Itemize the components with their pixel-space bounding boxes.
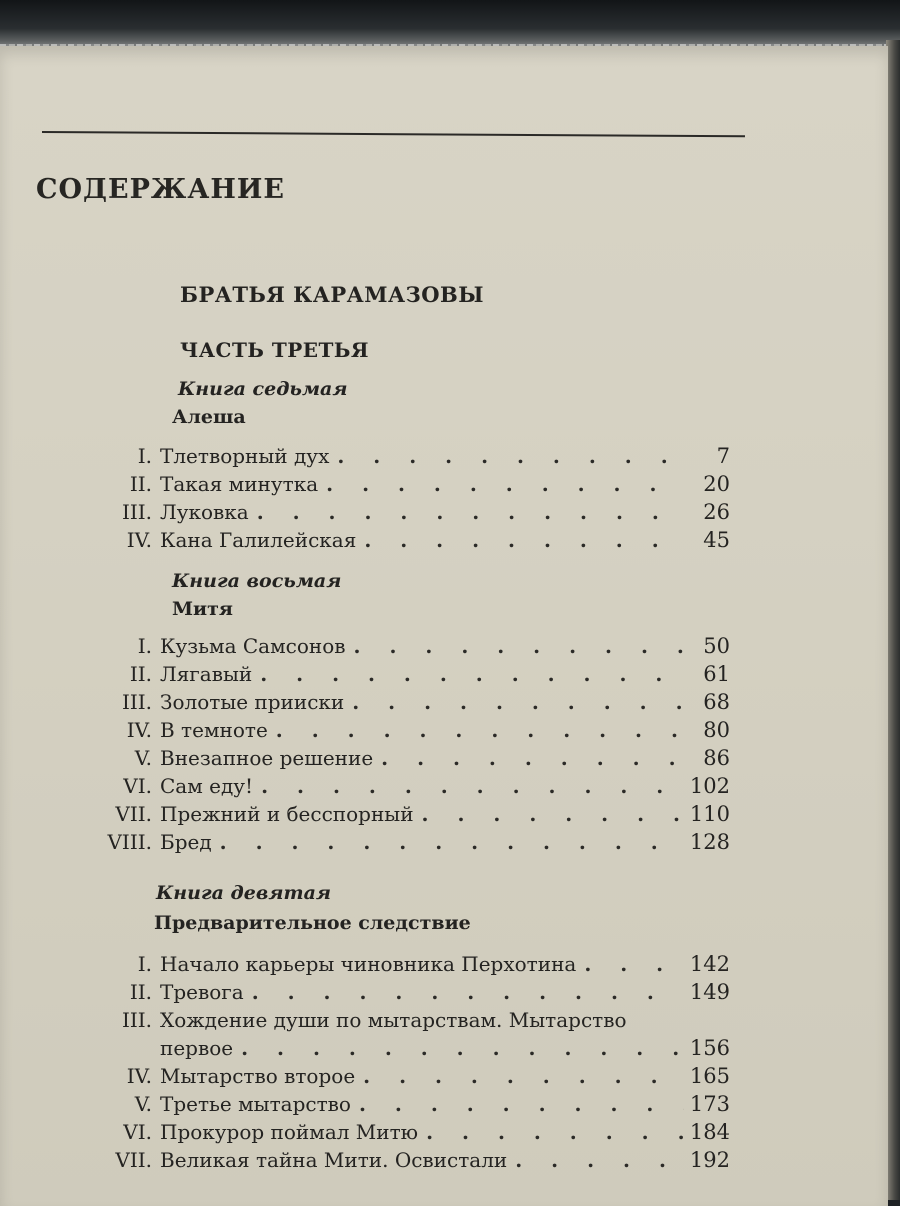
toc-row: [60, 1120, 730, 1148]
leader-dots: [344, 690, 686, 714]
section-title: Предварительное следствие: [154, 912, 471, 934]
chapter-title-continuation: первое: [160, 1036, 234, 1060]
leader-dots: [329, 444, 686, 468]
page-number: 50: [703, 634, 730, 658]
toc-row: [60, 952, 730, 980]
header-rule: [42, 131, 745, 137]
book-page: [0, 46, 888, 1206]
chapter-numeral: I.: [137, 634, 152, 658]
leader-dots: [346, 634, 686, 658]
chapter-numeral: IV.: [126, 1064, 152, 1088]
page-number: 110: [689, 802, 730, 826]
leader-dots: [373, 746, 686, 770]
page-number: 86: [703, 746, 730, 770]
chapter-numeral: III.: [121, 690, 152, 714]
section-label: Книга девятая: [156, 882, 331, 904]
page-number: 80: [703, 718, 730, 742]
toc-row: [60, 662, 730, 690]
chapter-title: Внезапное решение: [160, 746, 374, 770]
chapter-title: Тлетворный дух: [160, 444, 330, 468]
page-number: 192: [689, 1148, 730, 1172]
toc-row: [60, 746, 730, 774]
toc-row: [60, 634, 730, 662]
chapter-numeral: VI.: [123, 1120, 152, 1144]
chapter-title: Кузьма Самсонов: [160, 634, 346, 658]
section-label: Книга седьмая: [178, 378, 348, 400]
toc-row: [60, 690, 730, 718]
leader-dots: [355, 1064, 684, 1088]
book-top-edge: [0, 0, 900, 52]
leader-dots: [268, 718, 686, 742]
chapter-title: Бред: [160, 830, 212, 854]
chapter-numeral: V.: [134, 746, 152, 770]
chapter-title: Прокурор поймал Митю: [160, 1120, 419, 1144]
leader-dots: [252, 662, 686, 686]
page-number: 61: [703, 662, 730, 686]
toc-row: [60, 774, 730, 802]
leader-dots: [418, 1120, 684, 1144]
book-right-edge: [886, 40, 900, 1200]
leader-dots: [318, 472, 686, 496]
toc-row: [60, 472, 730, 500]
section-title: Митя: [172, 598, 233, 620]
chapter-title: Золотые прииски: [160, 690, 345, 714]
chapter-title: Лягавый: [160, 662, 253, 686]
section-label: Книга восьмая: [172, 570, 342, 592]
page-number: 149: [689, 980, 730, 1004]
leader-dots: [507, 1148, 684, 1172]
toc-row: [60, 830, 730, 858]
chapter-numeral: V.: [134, 1092, 152, 1116]
page-number: 128: [689, 830, 730, 854]
page-heading: СОДЕРЖАНИЕ: [36, 174, 285, 205]
chapter-numeral: VIII.: [107, 830, 152, 854]
chapter-title: Третье мытарство: [160, 1092, 351, 1116]
chapter-title: Начало карьеры чиновника Перхотина: [160, 952, 577, 976]
page-number: 7: [716, 444, 730, 468]
page-number: 165: [689, 1064, 730, 1088]
page-number: 68: [703, 690, 730, 714]
chapter-numeral: I.: [137, 952, 152, 976]
page-number: 142: [689, 952, 730, 976]
chapter-numeral: II.: [129, 472, 152, 496]
chapter-title: Кана Галилейская: [160, 528, 357, 552]
page-number: 102: [689, 774, 730, 798]
chapter-numeral: I.: [137, 444, 152, 468]
toc-row: [60, 1064, 730, 1092]
toc-row: [60, 1092, 730, 1120]
chapter-numeral: IV.: [126, 718, 152, 742]
toc-row: [60, 500, 730, 528]
toc-row: [60, 980, 730, 1008]
section-title: Алеша: [172, 406, 246, 428]
chapter-title: Такая минутка: [160, 472, 319, 496]
chapter-title: Сам еду!: [160, 774, 254, 798]
chapter-title: Мытарство второе: [160, 1064, 356, 1088]
leader-dots: [249, 500, 686, 524]
leader-dots: [351, 1092, 684, 1116]
toc-row: [60, 1148, 730, 1176]
toc-row-continuation: [160, 1036, 730, 1064]
page-number: 20: [703, 472, 730, 496]
page-number: 45: [703, 528, 730, 552]
chapter-title: В темноте: [160, 718, 268, 742]
leader-dots: [414, 802, 684, 826]
toc-row: [60, 444, 730, 472]
page-number: 26: [703, 500, 730, 524]
page-number: 184: [689, 1120, 730, 1144]
leader-dots: [212, 830, 684, 854]
chapter-numeral: VII.: [115, 802, 152, 826]
book-title: БРАТЬЯ КАРАМАЗОВЫ: [180, 282, 484, 307]
leader-dots: [253, 774, 684, 798]
leader-dots: [233, 1036, 684, 1060]
leader-dots: [244, 980, 684, 1004]
chapter-numeral: VI.: [123, 774, 152, 798]
chapter-title: Прежний и бесспорный: [160, 802, 414, 826]
leader-dots: [576, 952, 684, 976]
page-number: 156: [689, 1036, 730, 1060]
chapter-title: Тревога: [160, 980, 244, 1004]
chapter-numeral: IV.: [126, 528, 152, 552]
leader-dots: [356, 528, 686, 552]
toc-row: [60, 1008, 730, 1036]
chapter-title: Хождение души по мытарствам. Мытарство: [160, 1008, 627, 1032]
part-title: ЧАСТЬ ТРЕТЬЯ: [180, 338, 370, 362]
page-number: 173: [689, 1092, 730, 1116]
chapter-title: Великая тайна Мити. Освистали: [160, 1148, 508, 1172]
toc-row: [60, 718, 730, 746]
chapter-title: Луковка: [160, 500, 249, 524]
chapter-numeral: II.: [129, 980, 152, 1004]
chapter-numeral: II.: [129, 662, 152, 686]
chapter-numeral: VII.: [115, 1148, 152, 1172]
toc-row: [60, 802, 730, 830]
chapter-numeral: III.: [121, 500, 152, 524]
toc-row: [60, 528, 730, 556]
chapter-numeral: III.: [121, 1008, 152, 1032]
